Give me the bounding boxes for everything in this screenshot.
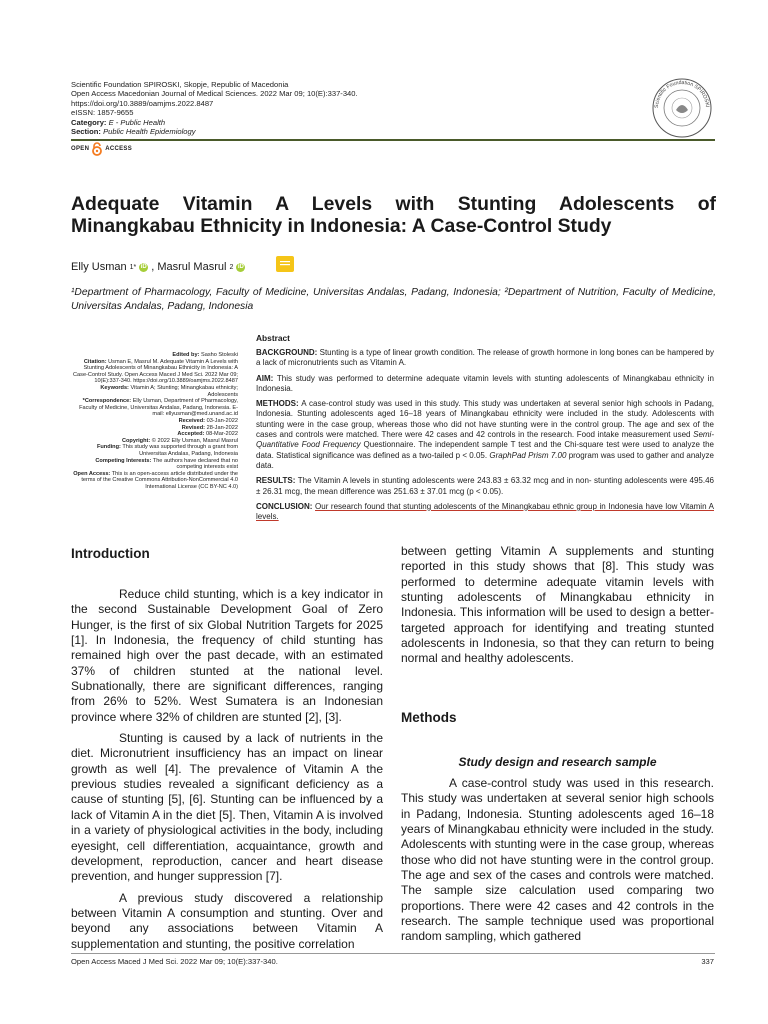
article-title: Adequate Vitamin A Levels with Stunting Adolescents of Minangkabau Ethnicity in Indonesia: A Case-Control Study bbox=[71, 193, 716, 237]
subsection-heading: Study design and research sample bbox=[458, 755, 657, 769]
seal-text: Scientific Foundation SPIROSKI bbox=[653, 79, 710, 109]
open-access-lock-icon bbox=[91, 142, 103, 156]
open-access-badge: OPEN ACCESS bbox=[71, 142, 132, 156]
abstract-results: RESULTS: The Vitamin A levels in stunting adolescents were 243.83 ± 63.32 mcg and in non- stunting adolescents were 495.46 ± 26.31 mcg, the mean difference was 251.63 ± 37.01 mcg (p < 0.05). bbox=[256, 476, 714, 496]
foundation-seal-icon bbox=[650, 76, 714, 140]
journal-header bbox=[71, 80, 358, 136]
abstract-body bbox=[256, 348, 714, 527]
paragraph: between getting Vitamin A supplements and stunting reported in this study shows that [8]. This study was performed to determine adequate vitamin levels with stunting adolescents of Minangkabau ethnicity in Indonesia. This information will be used to design a better-targeted approach for identifying and treating stunted adolescents in Indonesia, so that they can return to being normal and healthy adolescents. bbox=[401, 544, 714, 666]
abstract-aim: AIM: This study was performed to determine adequate vitamin levels with stunting adolescents of Minangkabau ethnicity in Indonesia. bbox=[256, 373, 715, 393]
page-number: 337 bbox=[701, 957, 714, 966]
footer-citation: Open Access Maced J Med Sci. 2022 Mar 09; 10(E):337-340. bbox=[71, 957, 278, 966]
right-column bbox=[401, 544, 714, 667]
abstract-methods: METHODS: A case-control study was used in this study. This study was undertaken at several senior high schools in Padang, Indonesia. Stunting adolescents aged 16–18 years of Minangkabau ethnicity were included in the study. Adolescents with stunting were in the case group, whereas those who did not have stunting were in the control group. The age and sex of the cases and controls were matched. There were 42 cases and 42 controls in the research. Food intake measurement used Semi-Quantitative Food Frequency Questionnaire. The independent sample T test and the Chi-square test were used to analyze the data. Statistical significance was defined as a two-tailed p < 0.05. GraphPad Prism 7.00 program was used to gather and analyze data. bbox=[256, 399, 715, 470]
author-2[interactable]: , Masrul Masrul bbox=[151, 261, 227, 273]
methods-text bbox=[401, 776, 714, 945]
left-column bbox=[71, 587, 383, 952]
article-metadata: Edited by: Sasho Stoleski Citation: Usman E, Masrul M. Adequate Vitamin A Levels with Stunting Adolescents of Minangkabau Ethnicity in Indonesia: A Case-Control Study. Open Access Maced J Med Sci. 2022 Mar 09; 10(E):337-340. https://doi.org/10.3889/oamjms.2022.8487 Keywords: Vitamin A; Stunting; Minangkabau ethnicity; Adolescents *Correspondence: Elly Usman, Department of Pharmacology, Faculty of Medicine, Universitas Andalas, Padang, Indonesia. E-mail: ellyusman@med.unand.ac.id Received: 03-Jan-2022 Revised: 28-Jan-2022 Accepted: 08-Mar-2022 Copyright: © 2022 Elly Usman, Masrul Masrul Funding: This study was supported through a grant from Universitas Andalas, Padang, Indonesia Competing Interests: The authors have declared that no competing interests exist Open Access: This is an open-access article distributed under the terms of the Creative Commons Attribution-NonCommercial 4.0 International License (CC BY-NC 4.0) bbox=[73, 352, 238, 490]
paragraph: A previous study discovered a relationship between Vitamin A consumption and stunting. Over and beyond any associations between Vitamin A supplementation and stunting, the positive correlation bbox=[71, 890, 383, 951]
paragraph: Reduce child stunting, which is a key indicator in the second Sustainable Development Goal of Zero Hunger, is the first of six Global Nutrition Targets for 2025 [1]. In Indonesia, the frequency of child stunting has remained high over the past decade, with an estimated 37% of children stunted at the national level. Subnationally, there are significant differences, ranging from 26% to 52%. West Sumatera is an Indonesian province where 32% of children are stunted [2], [3]. bbox=[71, 587, 383, 724]
author-list: Elly Usman 1* iD , Masrul Masrul 2 iD bbox=[71, 261, 244, 273]
introduction-heading: Introduction bbox=[71, 546, 150, 561]
affiliations: ¹Department of Pharmacology, Faculty of Medicine, Universitas Andalas, Padang, Indonesia; ²Department of Nutrition, Faculty of Medicine, Universitas Andalas, Padang, Indonesia bbox=[71, 287, 716, 312]
comment-icon[interactable] bbox=[276, 256, 294, 272]
category-line: Category: E - Public Health bbox=[71, 117, 166, 127]
eissn-line: eISSN: 1857-9655 bbox=[71, 108, 134, 118]
abstract-background: BACKGROUND: Stunting is a type of linear growth condition. The release of growth hormone in long bones can be hampered by a lack of micronutrients such as Vitamin A. bbox=[256, 348, 714, 368]
header-rule bbox=[71, 139, 715, 141]
publisher-line: Scientific Foundation SPIROSKI, Skopje, Republic of Macedonia bbox=[71, 80, 289, 89]
methods-heading: Methods bbox=[401, 710, 457, 725]
doi-link[interactable]: https://doi.org/10.3889/oamjms.2022.8487 bbox=[71, 98, 214, 108]
paragraph: Stunting is caused by a lack of nutrients in the diet. Micronutrient insufficiency has an impact on linear growth as well [4]. The prevalence of Vitamin A the previous studies revealed a significant deficiency as a cause of stunting [5], [6]. Stunting can be influenced by a lack of Vitamin A in the diet [5]. Then, Vitamin A is involved in a variety of physiological activities in the body, including eyesight, cell differentiation, acquaintance, growth and development, reproduction, cancer and heart disease prevention, and hunger suppression [7]. bbox=[71, 731, 383, 884]
orcid-icon[interactable]: iD bbox=[140, 263, 147, 270]
author-1[interactable]: Elly Usman bbox=[71, 261, 127, 273]
section-line: Section: Public Health Epidemiology bbox=[71, 127, 196, 137]
paragraph: A case-control study was used in this research. This study was undertaken at several senior high schools in Padang, Indonesia. Stunting adolescents aged 16–18 years of Minangkabau ethnicity were included in the study. Adolescents with stunting were in the case group, whereas those who did not have stunting were in the control group. The age and sex of the cases and controls were matched. The sample size calculation used comparing two proportions. There were 42 cases and 42 controls in the research. The sample technique used was proportional random sampling, which gathered bbox=[401, 776, 714, 944]
abstract-heading: Abstract bbox=[256, 333, 290, 343]
journal-citation-line: Open Access Macedonian Journal of Medical Sciences. 2022 Mar 09; 10(E):337-340. bbox=[71, 89, 358, 99]
orcid-icon[interactable]: iD bbox=[237, 263, 244, 270]
abstract-conclusion: CONCLUSION: Our research found that stunting adolescents of the Minangkabau ethnic group in Indonesia have low Vitamin A levels. bbox=[256, 501, 714, 522]
footer-rule bbox=[71, 953, 715, 954]
svg-text:Scientific Foundation SPIROSKI bbox=[654, 80, 710, 108]
